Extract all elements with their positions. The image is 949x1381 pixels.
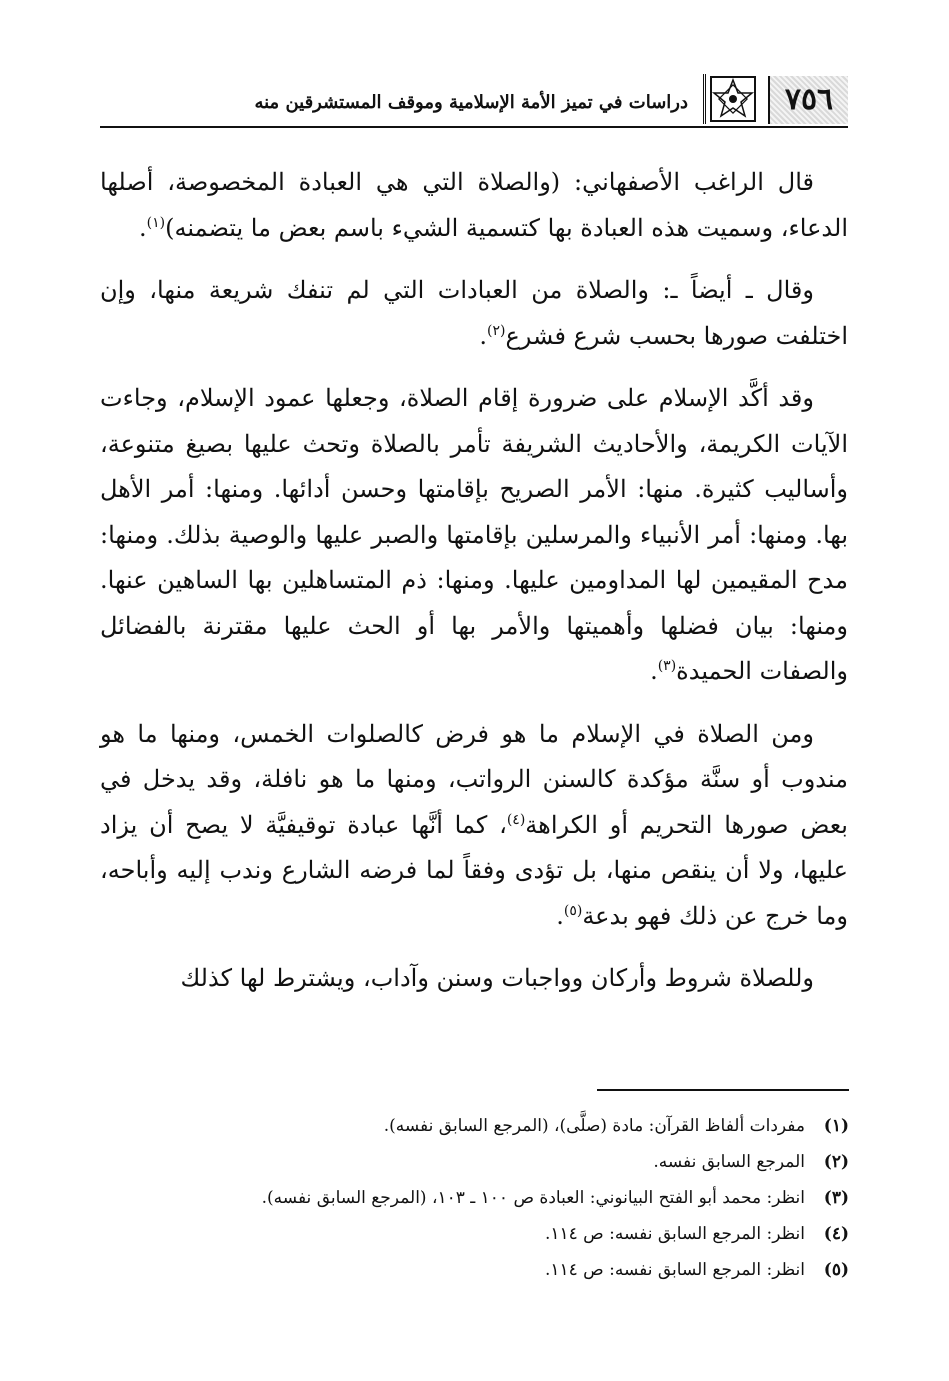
footnote-item [101,1180,849,1216]
footnote-ref: (٢) [487,322,506,339]
footnote-text: المرجع السابق نفسه. [653,1152,805,1172]
footnote-ref: (٤) [506,811,526,828]
paragraph-text: قال الراغب الأصفهاني: (والصلاة التي هي العبادة المخصوصة، أصلها الدعاء، وسميت هذه العبادة بها كتسمية الشيء باسم بعض ما يتضمنه) [100,168,848,242]
footnote-ref: (١) [146,214,166,231]
footnote-ref: (٣) [657,658,677,674]
footnote-number: (٥) [823,1260,849,1280]
paragraph-text: وقال ـ أيضاً ـ: والصلاة من العبادات التي لم تنفك شريعة منها، وإن اختلفت صورها بحسب شرع فشرع [100,276,848,350]
running-title: دراسات في تميز الأمة الإسلامية وموقف المستشرقين منه [254,92,688,113]
footnote-number: (١) [823,1116,849,1136]
footnote-item [101,1144,849,1180]
page-number: ٧٥٦ [768,76,848,124]
footnote-item [101,1252,849,1288]
paragraph-text: وللصلاة شروط وأركان وواجبات وسنن وآداب، ويشترط لها كذلك [180,964,814,992]
footnote-item [101,1216,849,1252]
paragraph: ومن الصلاة في الإسلام ما هو فرض كالصلوات الخمس، ومنها ما هو مندوب أو سنَّة مؤكدة كالسنن الرواتب، ومنها ما هو نافلة، وقد يدخل في بعض صورها التحريم أو الكراهة$^{(٤)}$، كما أنَّها عبادة توقيفيَّة لا يصح أن يزاد عليها، ولا أن ينقص منها، بل تؤدى وفقاً لما فرضه الشارع وندب إليه وأباحه، وما خرج عن ذلك فهو بدعة$^{(٥)}$. [100,719,848,930]
geometric-star-ornament-icon [703,74,760,124]
paragraph: وقد أكَّد الإسلام على ضرورة إقام الصلاة، وجعلها عمود الإسلام، وجاءت الآيات الكريمة، والأحاديث الشريفة تأمر بالصلاة وتحث عليها بصيغ متنوعة، وأساليب كثيرة. منها: الأمر الصريح بإقامتها وحسن أدائها. ومنها: أمر الأهل بها. ومنها: أمر الأنبياء والمرسلين بإقامتها والصبر عليها والوصية بذلك. ومنها: مدح المقيمين لها المداومين عليها. ومنها: ذم المتساهلين بها الساهين عنها. ومنها: بيان فضلها وأهميتها والأمر بها أو الحث عليها مقترنة بالفضائل والصفات الحميدة$^{(٣)}$. [100,384,848,685]
paragraph: قال الراغب الأصفهاني: (والصلاة التي هي العبادة المخصوصة، أصلها الدعاء، وسميت هذه العبادة بها كتسمية الشيء باسم بعض ما يتضمنه)$^{(١)}$. [100,168,848,242]
footnote-text: انظر: المرجع السابق نفسه: ص ١١٤. [544,1260,805,1280]
paragraph-text: ومن الصلاة في الإسلام ما هو فرض كالصلوات الخمس، ومنها ما هو مندوب أو سنَّة مؤكدة كالسنن الرواتب، ومنها ما هو نافلة، وقد يدخل في بعض صورها التحريم أو الكراهة [100,719,848,839]
footnote-number: (٢) [823,1152,849,1172]
footnote-ref: (٥) [563,902,583,919]
footnotes-list [101,1108,849,1288]
main-text [100,160,848,1019]
paragraph: وقال ـ أيضاً ـ: والصلاة من العبادات التي لم تنفك شريعة منها، وإن اختلفت صورها بحسب شرع فشرع$^{(٢)}$. [100,276,848,350]
page-header [100,70,848,128]
footnote-number: (٤) [823,1224,849,1244]
paragraph [100,956,848,1002]
footnote-number: (٣) [823,1188,849,1208]
footnote-separator [597,1089,849,1091]
paragraph-text: ، كما أنَّها عبادة توقيفيَّة لا يصح أن يزاد عليها، ولا أن ينقص منها، بل تؤدى وفقاً لما فرضه الشارع وندب إليه وأباحه، وما خرج عن ذلك فهو بدعة [100,810,848,930]
footnote-text: مفردات ألفاظ القرآن: مادة (صلَّى)، (المرجع السابق نفسه). [383,1116,805,1136]
paragraph-text: وقد أكَّد الإسلام على ضرورة إقام الصلاة، وجعلها عمود الإسلام، وجاءت الآيات الكريمة، والأحاديث الشريفة تأمر بالصلاة وتحث عليها بصيغ متنوعة، وأساليب كثيرة. منها: الأمر الصريح بإقامتها وحسن أدائها. ومنها: أمر الأهل بها. ومنها: أمر الأنبياء والمرسلين بإقامتها والصبر عليها والوصية بذلك. ومنها: مدح المقيمين لها المداومين عليها. ومنها: ذم المتساهلين بها الساهين عنها. ومنها: بيان فضلها وأهميتها والأمر بها أو الحث عليها مقترنة بالفضائل والصفات الحميدة [100,384,848,685]
footnote-text: انظر: المرجع السابق نفسه: ص ١١٤. [544,1224,805,1244]
footnote-text: انظر: محمد أبو الفتح البيانوني: العبادة ص ١٠٠ ـ ١٠٣، (المرجع السابق نفسه). [261,1188,805,1208]
footnote-item [101,1108,849,1144]
